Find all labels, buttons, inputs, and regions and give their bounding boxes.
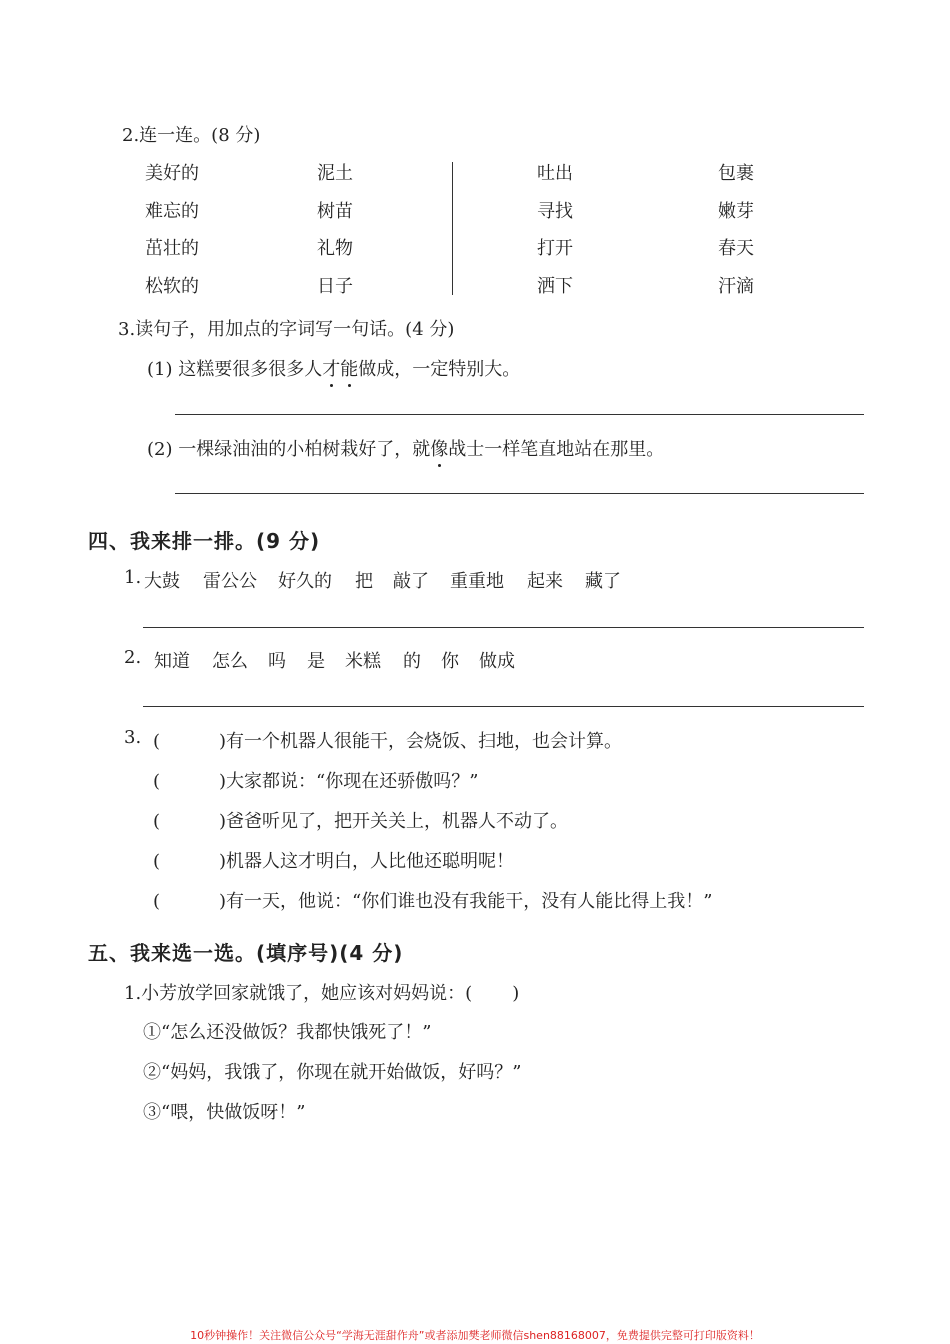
reorder-word: 好久的 xyxy=(278,571,332,592)
reorder-number: 1. xyxy=(124,567,142,588)
blank-open[interactable]: ( xyxy=(153,811,161,832)
dotted-char: 才 xyxy=(322,355,340,381)
order-item xyxy=(153,887,712,913)
reorder-word: 敲了 xyxy=(393,571,429,592)
reorder-number: 2. xyxy=(124,647,142,668)
choice-stem-close: ) xyxy=(512,983,520,1004)
choice-option: ①“怎么还没做饭？我都快饿死了！” xyxy=(143,1022,432,1043)
order-item xyxy=(153,847,514,873)
choice-stem-text: 1.小芳放学回家就饿了，她应该对妈妈说：( xyxy=(124,983,473,1004)
match-word: 泥土 xyxy=(317,163,353,184)
reorder-word: 是 xyxy=(307,651,325,672)
reorder-word: 重重地 xyxy=(450,571,504,592)
order-number: 3. xyxy=(124,727,142,748)
reorder-word: 雷公公 xyxy=(203,571,257,592)
match-word: 春天 xyxy=(718,238,754,259)
answer-line[interactable] xyxy=(143,706,864,707)
match-word: 嫩芽 xyxy=(718,201,754,222)
order-item xyxy=(153,767,478,793)
reorder-word: 大鼓 xyxy=(144,571,180,592)
order-item-text: 爸爸听见了，把开关关上，机器人不动了。 xyxy=(226,811,569,832)
dotted-char: 像 xyxy=(430,435,448,461)
match-word: 寻找 xyxy=(537,201,573,222)
match-word: 洒下 xyxy=(537,276,573,297)
match-word: 松软的 xyxy=(145,276,199,297)
choice-stem xyxy=(124,979,519,1005)
order-item-text: 大家都说：“你现在还骄傲吗？” xyxy=(226,771,479,792)
section-5-heading: 五、我来选一选。(填序号)(4 分) xyxy=(88,941,404,965)
blank-open[interactable]: ( xyxy=(153,891,161,912)
reorder-word: 你 xyxy=(441,651,459,672)
match-word: 茁壮的 xyxy=(145,238,199,259)
sentence-text: 战士一样笔直地站在那里。 xyxy=(448,439,665,460)
answer-line[interactable] xyxy=(175,414,864,415)
match-word: 吐出 xyxy=(537,163,573,184)
blank-close: ) xyxy=(219,731,227,752)
sentence-text: (2) 一棵绿油油的小柏树栽好了，就 xyxy=(147,439,431,460)
match-word: 打开 xyxy=(537,238,573,259)
blank-close: ) xyxy=(219,851,227,872)
match-word: 汗滴 xyxy=(718,276,754,297)
reorder-word: 的 xyxy=(403,651,421,672)
q3-title: 3.读句子，用加点的字词写一句话。(4 分) xyxy=(118,319,455,340)
match-word: 树苗 xyxy=(317,201,353,222)
footer-promo: 10秒钟操作！关注微信公众号“学海无涯甜作舟”或者添加樊老师微信shen88168007，免费提供完整可打印版资料！ xyxy=(190,1329,760,1342)
choice-option: ③“喂，快做饭呀！” xyxy=(143,1102,306,1123)
reorder-word: 米糕 xyxy=(345,651,381,672)
choice-option: ②“妈妈，我饿了，你现在就开始做饭，好吗？” xyxy=(143,1062,522,1083)
match-word: 包裹 xyxy=(718,163,754,184)
reorder-word: 藏了 xyxy=(585,571,621,592)
sentence-text: 做成，一定特别大。 xyxy=(358,359,521,380)
order-item xyxy=(153,727,622,753)
answer-line[interactable] xyxy=(175,493,864,494)
blank-open[interactable]: ( xyxy=(153,731,161,752)
blank-open[interactable]: ( xyxy=(153,851,161,872)
reorder-word: 做成 xyxy=(479,651,515,672)
blank-close: ) xyxy=(219,771,227,792)
match-word: 日子 xyxy=(317,276,353,297)
reorder-word: 吗 xyxy=(268,651,286,672)
reorder-word: 怎么 xyxy=(212,651,248,672)
match-word: 礼物 xyxy=(317,238,353,259)
q3-sentence-2 xyxy=(147,435,664,461)
section-4-heading: 四、我来排一排。(9 分) xyxy=(88,529,321,553)
divider xyxy=(452,162,453,295)
q2-title: 2.连一连。(8 分) xyxy=(122,125,261,146)
reorder-word: 把 xyxy=(355,571,373,592)
reorder-word: 起来 xyxy=(527,571,563,592)
q3-sentence-1 xyxy=(147,355,520,381)
reorder-word: 知道 xyxy=(154,651,190,672)
order-item-text: 有一天，他说：“你们谁也没有我能干，没有人能比得上我！” xyxy=(226,891,713,912)
blank-open[interactable]: ( xyxy=(153,771,161,792)
blank-close: ) xyxy=(219,891,227,912)
answer-line[interactable] xyxy=(143,627,864,628)
match-word: 难忘的 xyxy=(145,201,199,222)
sentence-text: (1) 这糕要很多很多人 xyxy=(147,359,323,380)
dotted-char: 能 xyxy=(340,355,358,381)
order-item xyxy=(153,807,568,833)
match-word: 美好的 xyxy=(145,163,199,184)
blank-close: ) xyxy=(219,811,227,832)
order-item-text: 有一个机器人很能干，会烧饭、扫地，也会计算。 xyxy=(226,731,623,752)
order-item-text: 机器人这才明白，人比他还聪明呢！ xyxy=(226,851,515,872)
